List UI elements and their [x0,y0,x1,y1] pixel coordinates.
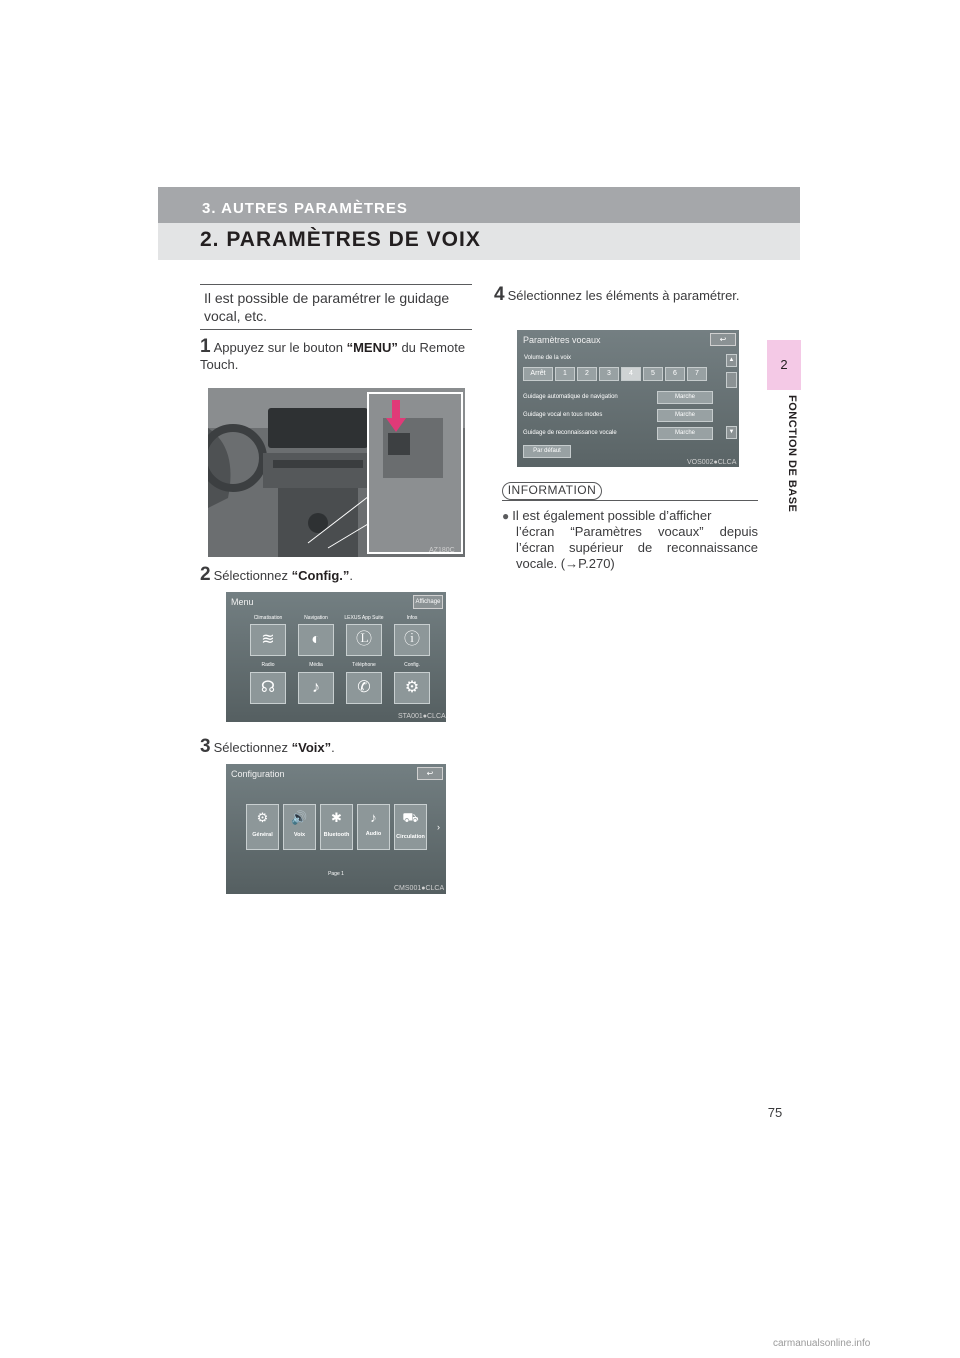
bluetooth-icon: ✱ [331,810,342,825]
circulation-label: Circulation [396,834,425,840]
remote-touch-photo [208,388,465,557]
setting-row-voice-recognition[interactable]: Guidage de reconnaissance vocale Marche [523,427,713,440]
volume-off-button[interactable]: Arrêt [523,367,553,381]
chapter-number: 2 [780,357,788,372]
back-icon[interactable]: ↩ [710,333,736,346]
bullet-icon: ● [502,509,510,523]
setting-row-all-modes[interactable]: Guidage vocal en tous modes Marche [523,409,713,422]
config-icon[interactable]: ⚙ [394,672,430,704]
circulation-button[interactable] [394,804,427,850]
voix-label: Voix [293,832,306,838]
default-button[interactable]: Par défaut [523,445,571,458]
volume-7-button[interactable]: 7 [687,367,707,381]
volume-5-button[interactable]: 5 [643,367,663,381]
all-modes-value[interactable]: Marche [657,409,713,422]
information-text: ● Il est également possible d’afficher l’écran “Paramètres vocaux” depuis l’écran supérieur de reconnaissance vocale. (→P.270) [502,508,758,571]
tile-label-media: Média [309,662,323,668]
chevron-right-icon[interactable]: › [437,822,440,832]
volume-label: Volume de la voix [524,355,572,361]
lexus-app-icon[interactable]: Ⓛ [346,624,382,656]
volume-3-button[interactable]: 3 [599,367,619,381]
traffic-icon: ⛟ [402,810,419,825]
volume-4-button[interactable]: 4 [621,367,641,381]
config-title: Configuration [231,769,285,779]
audio-button[interactable] [357,804,390,850]
general-button[interactable] [246,804,279,850]
step-4: 4 Sélectionnez les éléments à paramétrer. [494,284,740,305]
step-3: 3 Sélectionnez “Voix”. [200,736,335,757]
audio-label: Audio [365,831,382,837]
affichage-button[interactable]: Affichage [413,595,443,609]
tile-label-lexus: LEXUS App Suite [344,615,384,621]
page-number: 75 [767,1105,783,1120]
navigation-icon[interactable]: ◐ [298,624,334,656]
page-title: 2. PARAMÈTRES DE VOIX [200,228,481,251]
information-rule [502,500,758,501]
scroll-up-icon[interactable]: ▲ [726,354,737,367]
nav-guidance-value[interactable]: Marche [657,391,713,404]
bluetooth-button[interactable] [320,804,353,850]
voice-title: Paramètres vocaux [523,335,601,345]
tile-label-radio: Radio [261,662,275,668]
general-label: Général [252,832,273,838]
volume-6-button[interactable]: 6 [665,367,685,381]
chapter-label: FONCTION DE BASE [786,395,798,513]
voice-settings-screenshot [517,330,739,467]
back-icon[interactable]: ↩ [417,767,443,780]
voice-caption: VOS002●CLCA [687,459,737,466]
tile-label-navigation: Navigation [304,615,328,621]
intro-box [200,284,472,330]
watermark: carmanualsonline.info [773,1338,871,1349]
menu-title: Menu [231,597,254,607]
car-caption: AZ180C [429,547,455,554]
intro-text: Il est possible de paramétrer le guidage vocal, etc. [204,290,450,324]
setting-row-nav-guidance[interactable]: Guidage automatique de navigation Marche [523,391,713,404]
voice-recognition-value[interactable]: Marche [657,427,713,440]
section-title: 3. AUTRES PARAMÈTRES [202,200,408,217]
general-icon: ⚙ [256,810,269,825]
radio-icon[interactable]: ☊ [250,672,286,704]
volume-2-button[interactable]: 2 [577,367,597,381]
voix-button[interactable] [283,804,316,850]
scroll-down-icon[interactable]: ▼ [726,426,737,439]
infos-icon[interactable]: ⓘ [394,624,430,656]
volume-1-button[interactable]: 1 [555,367,575,381]
step-1: 1 Appuyez sur le bouton “MENU” du Remote Touch. [200,336,466,372]
menu-screenshot [226,592,446,722]
page-indicator: Page 1 [328,871,344,877]
media-icon[interactable]: ♪ [298,672,334,704]
music-note-icon: ♪ [370,810,377,825]
step-2: 2 Sélectionnez “Config.”. [200,564,354,585]
tile-label-telephone: Téléphone [352,662,376,668]
car-interior-illustration [208,388,465,557]
configuration-screenshot [226,764,446,894]
tile-label-infos: Infos [406,615,418,621]
menu-caption: STA001●CLCA [398,713,446,720]
bluetooth-label: Bluetooth [323,832,350,838]
tile-label-config: Config. [404,662,420,668]
information-label: INFORMATION [502,482,602,500]
scroll-track[interactable] [726,372,737,388]
telephone-icon[interactable]: ✆ [346,672,382,704]
speaker-icon: 🔊 [291,810,308,825]
tile-label-climatisation: Climatisation [253,615,283,621]
climatisation-icon[interactable]: ≋ [250,624,286,656]
config-caption: CMS001●CLCA [394,885,445,892]
